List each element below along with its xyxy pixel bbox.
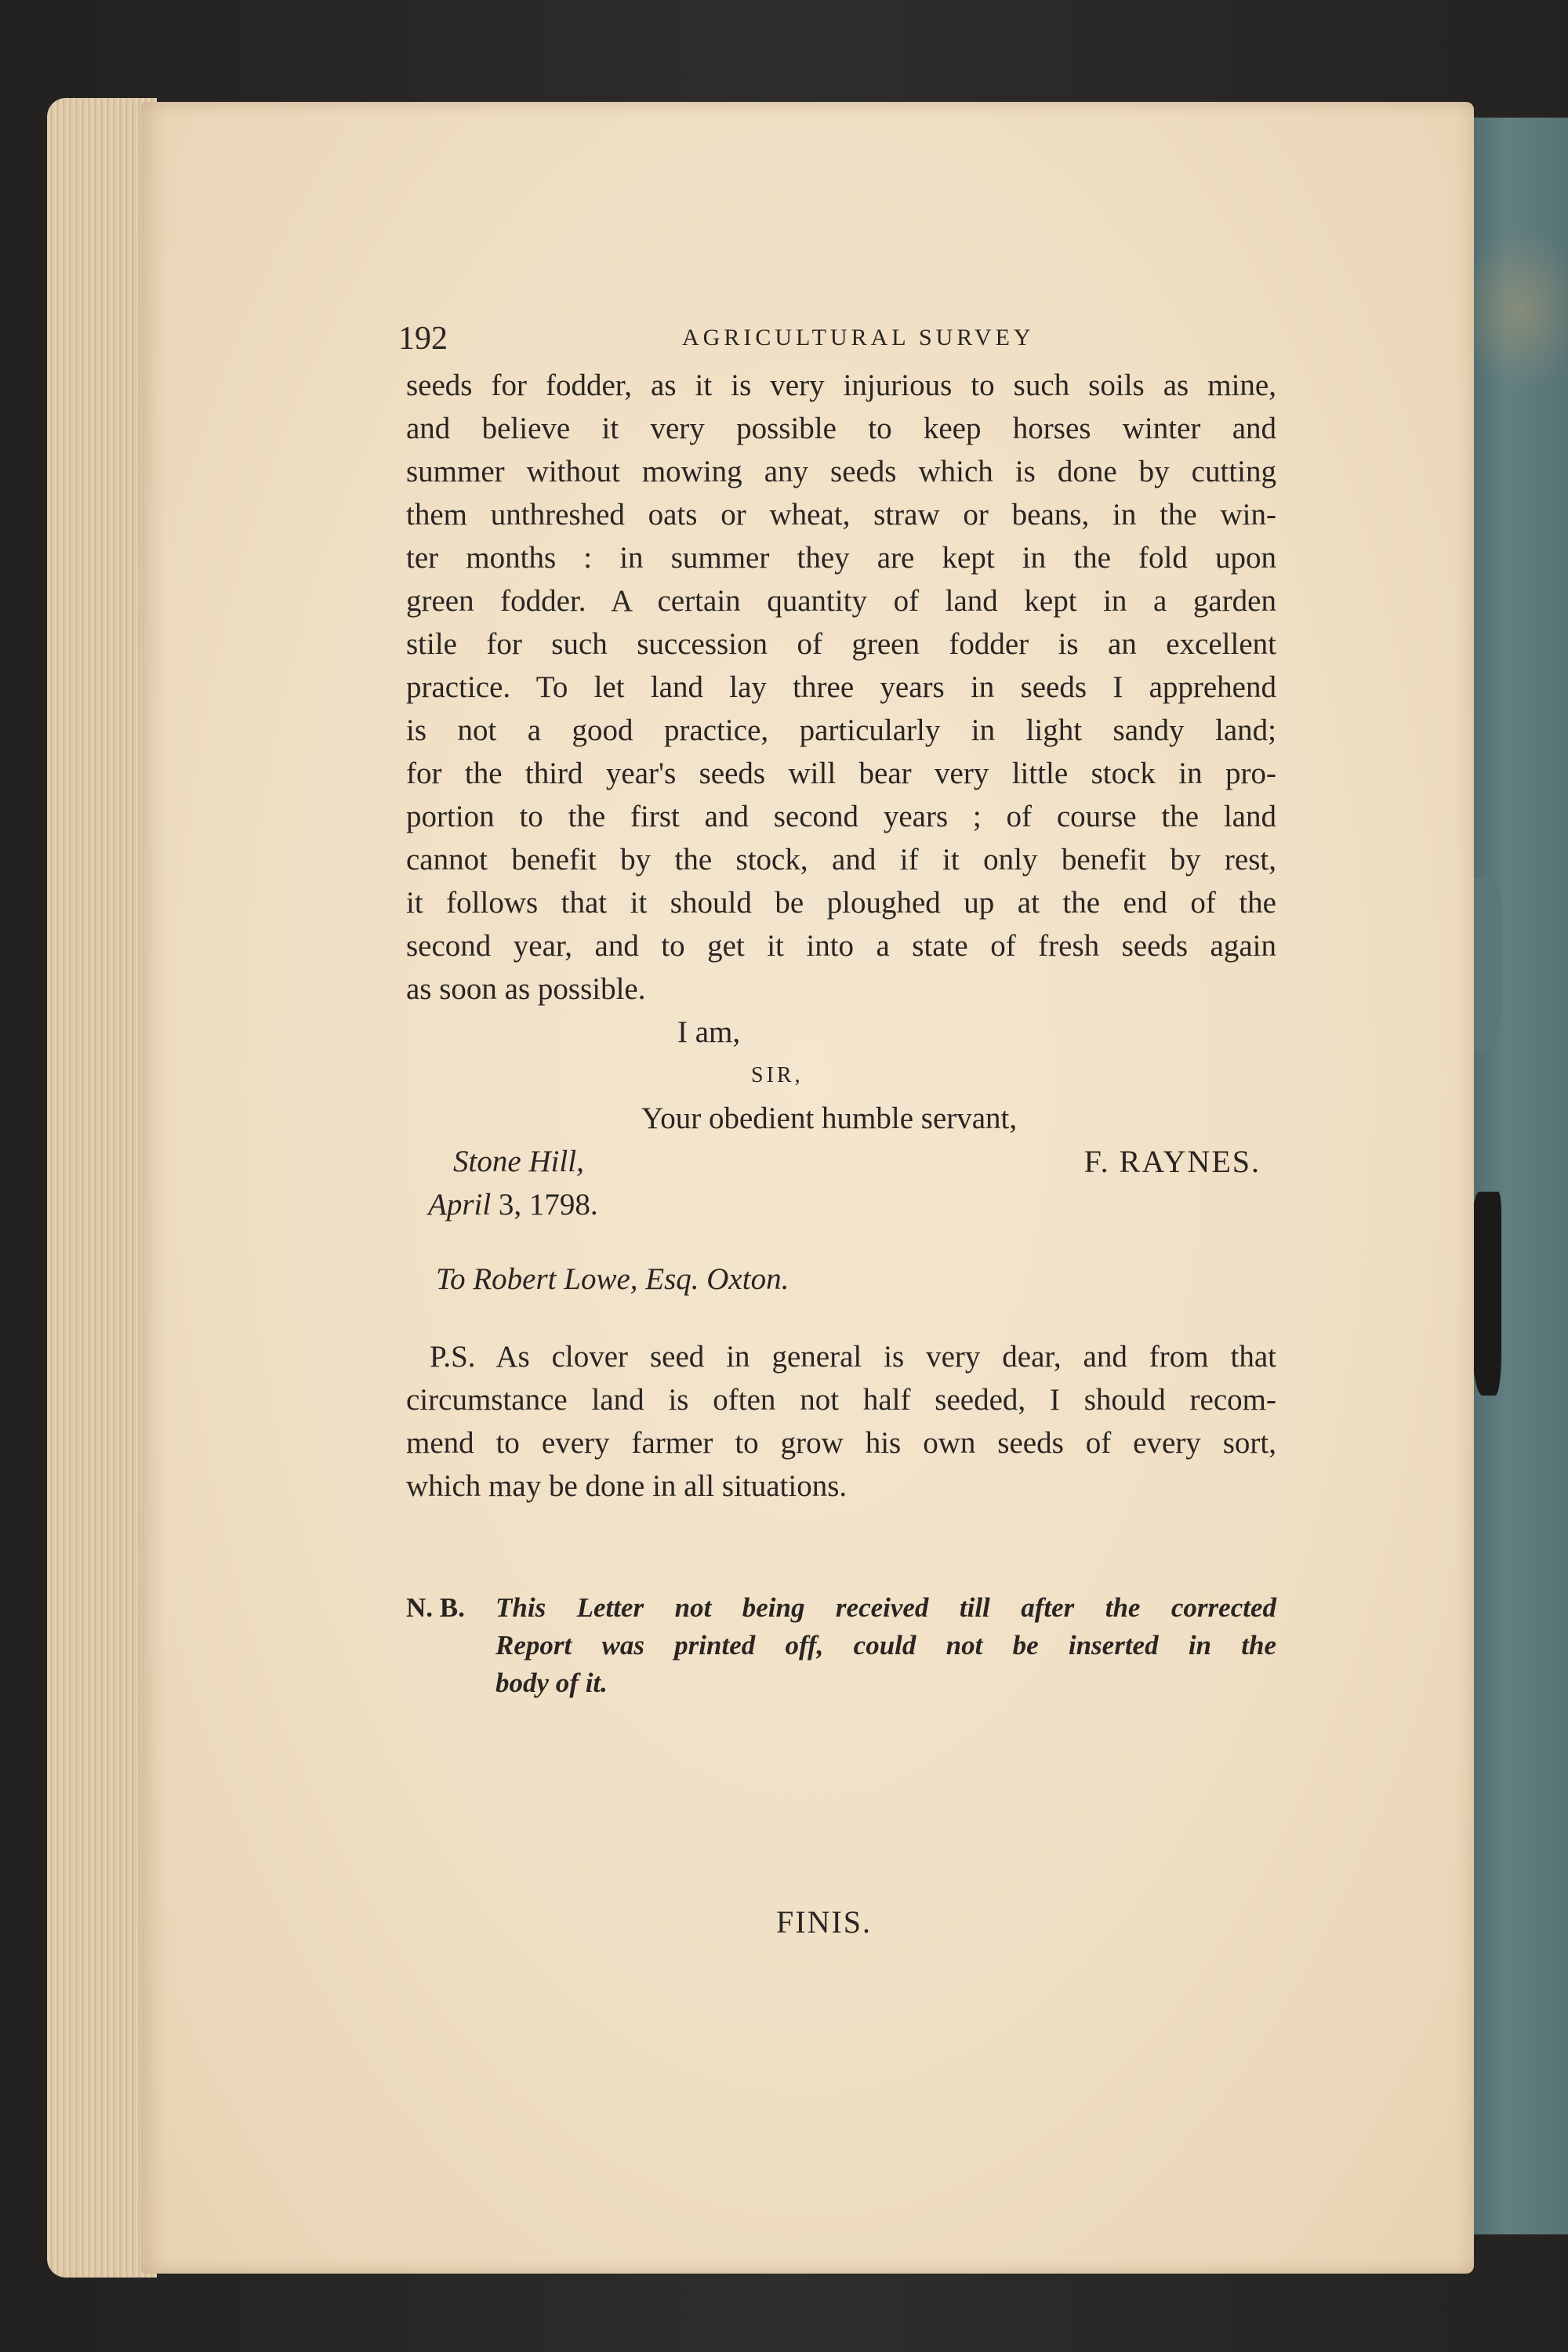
running-head	[398, 320, 1276, 364]
body-line: stile for such succession of green fodder is an excellent	[406, 627, 1276, 661]
letter-signer: F. RAYNES.	[1083, 1144, 1261, 1179]
closing-servant: Your obedient humble servant,	[641, 1102, 1018, 1135]
letter-body	[406, 364, 1276, 1011]
postscript	[406, 1335, 1276, 1508]
nota-bene-line: This Letter not being received till after the corrected	[495, 1592, 1276, 1623]
body-line: green fodder. A certain quantity of land kept in a garden	[406, 584, 1276, 618]
body-line: seeds for fodder, as it is very injurious to such soils as mine,	[406, 368, 1276, 402]
letter-date	[406, 1183, 1276, 1226]
page-stain	[1458, 227, 1568, 392]
closing-salutation: SIR,	[751, 1063, 804, 1087]
postscript-line: circumstance land is often not half seeded, I should recom-	[406, 1383, 1276, 1417]
postscript-line: which may be done in all situations.	[406, 1469, 848, 1503]
nota-bene	[406, 1589, 1276, 1702]
signature-row	[406, 1140, 1276, 1183]
body-line: them unthreshed oats or wheat, straw or beans, in the win-	[406, 498, 1276, 532]
page-text	[398, 320, 1276, 1702]
body-line: portion to the first and second years ; of course the land	[406, 800, 1276, 833]
body-line: practice. To let land lay three years in seeds I apprehend	[406, 670, 1276, 704]
nota-bene-line: body of it.	[495, 1668, 608, 1698]
body-line: it follows that it should be ploughed up at the end of the	[406, 886, 1276, 920]
letter-place: Stone Hill,	[453, 1145, 584, 1178]
nota-bene-text	[495, 1589, 1276, 1702]
letter-date-month: April	[428, 1188, 492, 1221]
body-line: cannot benefit by the stock, and if it only benefit by rest,	[406, 843, 1276, 877]
nota-bene-line: Report was printed off, could not be inserted in the	[495, 1630, 1276, 1661]
nota-bene-label: N. B.	[406, 1592, 465, 1623]
letter-closing	[406, 1011, 1276, 1301]
finis: FINIS.	[776, 1904, 873, 1940]
running-head-title: AGRICULTURAL SURVEY	[682, 325, 1035, 350]
body-line: ter months : in summer they are kept in the fold upon	[406, 541, 1276, 575]
closing-i-am: I am,	[677, 1015, 741, 1049]
postscript-line: P.S. As clover seed in general is very dear, and from that	[430, 1340, 1276, 1374]
body-line: summer without mowing any seeds which is done by cutting	[406, 455, 1276, 488]
cover-shadow	[1470, 1192, 1501, 1396]
book-cover	[1466, 118, 1568, 2234]
letter-addressee: To Robert Lowe, Esq. Oxton.	[436, 1262, 789, 1296]
body-line: as soon as possible.	[406, 972, 646, 1006]
postscript-line: mend to every farmer to grow his own seeds of every sort,	[406, 1426, 1276, 1460]
page-edges	[47, 98, 157, 2278]
body-line: second year, and to get it into a state of fresh seeds again	[406, 929, 1276, 963]
letter-date-rest: 3, 1798.	[491, 1188, 598, 1221]
body-line: and believe it very possible to keep horses winter and	[406, 412, 1276, 445]
body-line: for the third year's seeds will bear very little stock in pro-	[406, 757, 1276, 790]
page-number: 192	[398, 321, 448, 357]
body-line: is not a good practice, particularly in light sandy land;	[406, 713, 1276, 747]
